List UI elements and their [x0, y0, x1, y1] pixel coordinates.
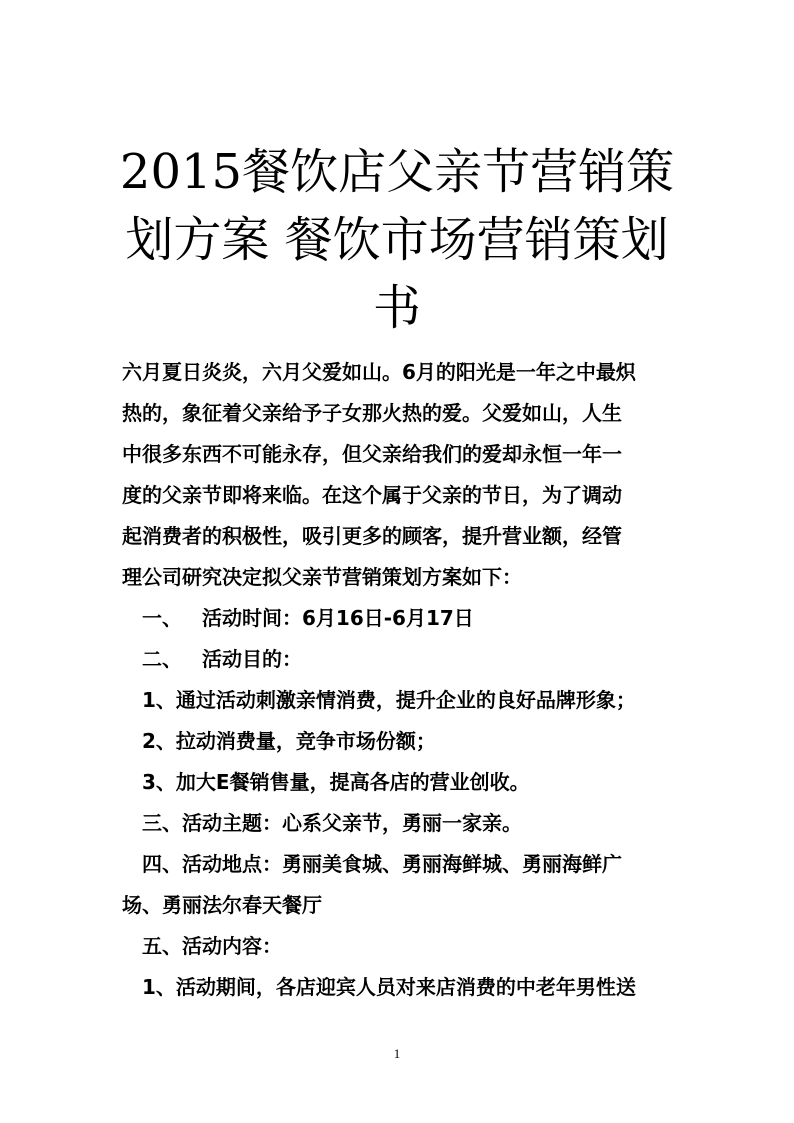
intro-line: 度的父亲节即将来临。在这个属于父亲的节日，为了调动: [122, 483, 622, 507]
intro-line: 中很多东西不可能永存，但父亲给我们的爱却永恒一年一: [122, 442, 622, 466]
title-line: 2015餐饮店父亲节营销策: [119, 144, 675, 200]
section-activity-location: 四、活动地点：勇丽美食城、勇丽海鲜城、勇丽海鲜广: [142, 852, 622, 876]
section-activity-content: 五、活动内容：: [142, 934, 282, 958]
section-number: 二、: [142, 647, 182, 671]
section-text: 活动时间：6月16日-6月17日: [202, 606, 474, 630]
intro-paragraph: [122, 352, 682, 598]
document-title: [100, 138, 694, 342]
purpose-item: 1、通过活动刺激亲情消费，提升企业的良好品牌形象；: [142, 688, 636, 712]
intro-line: 起消费者的积极性，吸引更多的顾客，提升营业额，经管: [122, 524, 622, 548]
page-number: 1: [393, 1046, 401, 1061]
title-line: 书: [372, 280, 421, 336]
title-line: 划方案 餐饮市场营销策划: [125, 212, 669, 268]
section-number: 一、: [142, 606, 182, 630]
section-text: 活动目的：: [202, 647, 302, 671]
purpose-item: 2、拉动消费量，竞争市场份额；: [142, 729, 436, 753]
document-body: [122, 352, 682, 1008]
section-activity-theme: 三、活动主题：心系父亲节，勇丽一家亲。: [142, 811, 522, 835]
purpose-item: 3、加大E餐销售量，提高各店的营业创收。: [142, 770, 530, 794]
section-activity-purpose: [122, 639, 682, 680]
section-activity-time: [122, 598, 682, 639]
content-item: 1、活动期间，各店迎宾人员对来店消费的中老年男性送: [142, 975, 636, 999]
location-continuation: 场、勇丽法尔春天餐厅: [122, 893, 322, 917]
intro-line: 理公司研究决定拟父亲节营销策划方案如下：: [122, 565, 522, 589]
intro-line: 热的，象征着父亲给予子女那火热的爱。父爱如山，人生: [122, 401, 622, 425]
intro-line: 六月夏日炎炎，六月父爱如山。6月的阳光是一年之中最炽: [122, 360, 636, 384]
